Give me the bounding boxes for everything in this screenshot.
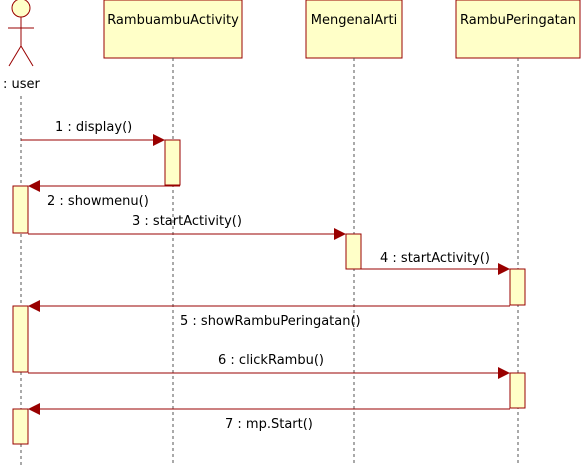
activation-user-3: [13, 409, 28, 444]
lifeline-box: [456, 0, 580, 58]
message-label: 1 : display(): [55, 120, 133, 135]
actor-left-leg: [9, 46, 21, 66]
lifeline-box: [306, 0, 402, 58]
message-1: [21, 120, 164, 140]
message-label: 2 : showmenu(): [47, 194, 149, 209]
lifeline-box: [104, 0, 242, 58]
activation-peringatan-1: [510, 269, 525, 305]
actor-right-leg: [21, 46, 33, 66]
message-7: [29, 409, 510, 432]
lifeline-label: RambuPeringatan: [460, 13, 576, 28]
lifeline-label: MengenalArti: [310, 13, 398, 28]
lifeline-header-mengenal: [306, 0, 402, 58]
actor-user: [3, 0, 41, 92]
lifeline-header-peringatan: [456, 0, 580, 58]
activation-rambuambu-1: [165, 140, 180, 185]
actor-head-icon: [12, 0, 30, 17]
activation-user-1: [13, 186, 28, 233]
activation-mengenal-1: [346, 234, 361, 269]
message-4: [361, 251, 509, 269]
message-3: [28, 214, 345, 234]
lifeline-label: RambuambuActivity: [107, 13, 239, 28]
lifeline-header-rambuambu: [104, 0, 242, 58]
message-label: 4 : startActivity(): [380, 251, 490, 266]
message-label: 5 : showRambuPeringatan(): [180, 314, 361, 329]
message-2: [29, 186, 180, 209]
message-5: [29, 306, 510, 329]
message-label: 7 : mp.Start(): [225, 417, 313, 432]
activation-peringatan-2: [510, 373, 525, 408]
activation-user-2: [13, 306, 28, 372]
message-label: 6 : clickRambu(): [218, 353, 324, 368]
actor-label: : user: [3, 77, 40, 92]
message-label: 3 : startActivity(): [132, 214, 242, 229]
message-6: [28, 353, 509, 373]
